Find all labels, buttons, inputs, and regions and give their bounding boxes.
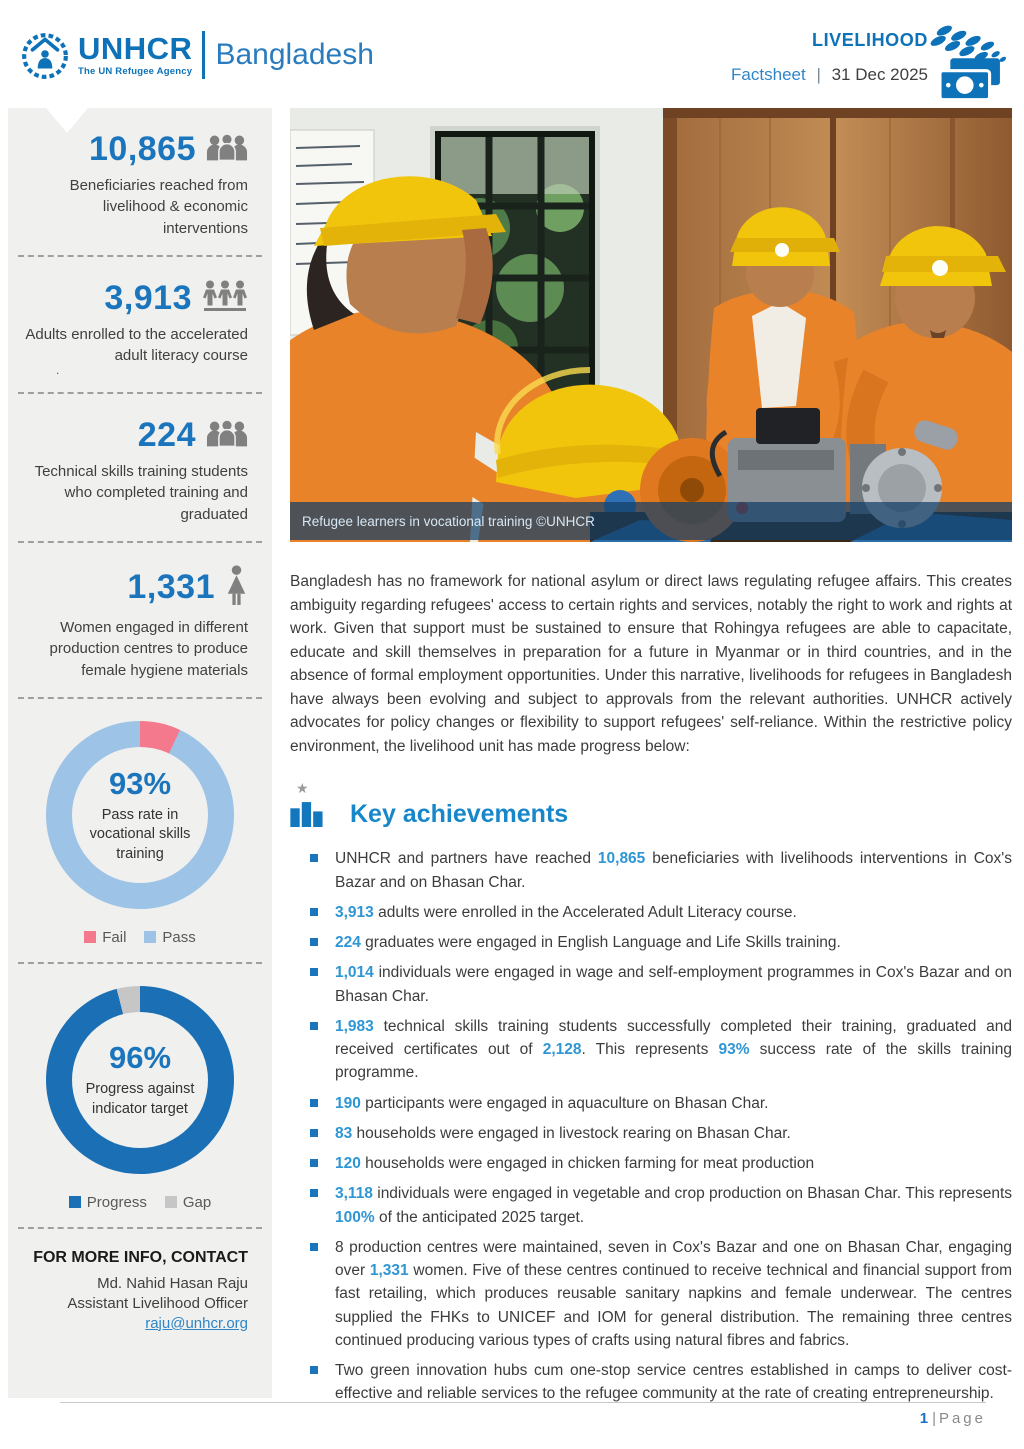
- bullet-square-icon: [310, 968, 318, 976]
- key-achievements-heading: [290, 780, 1012, 829]
- donut-label: Pass rate in vocational skills training: [89, 806, 191, 862]
- dashed-divider: [18, 697, 262, 699]
- sidebar-notch: [46, 108, 88, 133]
- stat-block: [8, 565, 272, 699]
- header-right: [731, 30, 928, 85]
- legend-item: Pass: [144, 929, 195, 946]
- people-group-icon: [206, 132, 248, 167]
- stat-label: Adults enrolled to the accelerated adult literacy course: [25, 325, 248, 365]
- achievements-list: [290, 847, 1012, 1405]
- sidebar: [8, 108, 272, 1398]
- achievement-item: 8 production centres were maintained, seven in Cox's Bazar and one on Bhasan Char, engaging over 1,331 women. Five of these centres continued to receive technical and financial support from fast retailing, which produces reusable sanitary napkins and female underwear. The centres supplied the FHKs to UNICEF and IOM for general distribution. The remaining three centres continued producing various types of crafts using natural fibres and fabrics.: [310, 1236, 1012, 1352]
- logo-country: Bangladesh: [215, 38, 374, 71]
- sidebar-charts: [8, 721, 272, 1229]
- bullet-square-icon: [310, 854, 318, 862]
- dashed-divider: [18, 255, 262, 257]
- donut-value: 93%: [108, 765, 172, 801]
- achievement-item: 3,118 individuals were engaged in vegetable and crop production on Bhasan Char. This represents 100% of the anticipated 2025 target.: [310, 1182, 1012, 1229]
- stat-label: Technical skills training students who completed training and graduated: [34, 463, 248, 523]
- contact-title: Assistant Livelihood Officer: [67, 1294, 248, 1312]
- intro-paragraph: Bangladesh has no framework for national asylum or direct laws regulating refugee affairs. This creates ambiguity regarding refugees' access to certain rights and services, notably the right to work and rights at work. Given that support must be sustained to ensure that Rohingya refugees are able to capacitate, educate and skill themselves in preparation for a future in Myanmar or in third countries, and in the absence of formal employment opportunities. Under this narrative, livelihoods for refugees in Bangladesh have always been evolving and subject to approvals from the relevant authorities. UNHCR actively advocates for policy changes or flexibility to support refugees' self-reliance. Within the restrictive policy environment, the livelihood unit has made progress below:: [290, 573, 1012, 755]
- bullet-square-icon: [310, 1159, 318, 1167]
- donut-label: Progress against indicator target: [85, 1081, 195, 1117]
- bar-chart-icon: [290, 780, 326, 827]
- contact-heading: FOR MORE INFO, CONTACT: [33, 1248, 248, 1266]
- achievement-item: 1,983 technical skills training students successfully completed their training, graduated and received certificates out of 2,128. This represents 93% success rate of the skills training programme.: [310, 1015, 1012, 1085]
- separator: |: [816, 65, 821, 84]
- achievement-item: 224 graduates were engaged in English Language and Life Skills training.: [310, 931, 1012, 954]
- sidebar-stats: [8, 130, 272, 699]
- woman-icon: [225, 565, 248, 611]
- achievement-item: 1,014 individuals were engaged in wage and self-employment programmes in Cox's Bazar and on Bhasan Char.: [310, 961, 1012, 1008]
- donut-ring: [46, 721, 234, 909]
- legend-item: Fail: [84, 929, 126, 946]
- donut-value: 96%: [108, 1040, 172, 1076]
- stat-label: Women engaged in different production centres to produce female hygiene materials: [49, 618, 248, 679]
- unhcr-logo: [20, 30, 374, 80]
- legend-swatch: [165, 1196, 177, 1208]
- achievement-item: Two green innovation hubs cum one-stop service centres established in camps to deliver cost-effective and reliable services to the refugee community at the rate of creating entrepreneurship.: [310, 1359, 1012, 1406]
- unhcr-emblem-icon: [20, 30, 70, 80]
- factsheet-date-line: [731, 65, 928, 85]
- logo-tagline: The UN Refugee Agency: [78, 66, 193, 78]
- donut-chart: [8, 721, 272, 964]
- dashed-divider: [18, 962, 262, 964]
- legend-swatch: [69, 1196, 81, 1208]
- achievement-item: 190 participants were engaged in aquaculture on Bhasan Char.: [310, 1092, 1012, 1115]
- chart-legend: [8, 929, 272, 946]
- dashed-divider: [18, 541, 262, 543]
- program-title: LIVELIHOOD: [811, 30, 928, 50]
- stat-note: .: [56, 363, 60, 378]
- bullet-square-icon: [310, 1189, 318, 1197]
- stat-block: [8, 279, 272, 394]
- dashed-divider: [18, 1227, 262, 1229]
- footer-page: [920, 1410, 986, 1427]
- achievement-item: 83 households were engaged in livestock rearing on Bhasan Char.: [310, 1122, 1012, 1145]
- stat-value: 224: [137, 416, 196, 455]
- achievement-item: 120 households were engaged in chicken farming for meat production: [310, 1152, 1012, 1175]
- bullet-square-icon: [310, 908, 318, 916]
- main-content: [290, 108, 1012, 1413]
- stat-block: [8, 130, 272, 257]
- dashed-divider: [18, 392, 262, 394]
- achievement-item: 3,913 adults were enrolled in the Accelerated Adult Literacy course.: [310, 901, 1012, 924]
- people-row-icon: [202, 279, 248, 317]
- stat-value: 1,331: [127, 568, 215, 607]
- stat-block: [8, 416, 272, 543]
- doc-type: Factsheet: [731, 65, 806, 84]
- bullet-square-icon: [310, 938, 318, 946]
- people-group-icon: [206, 418, 248, 453]
- legend-item: Gap: [165, 1194, 211, 1211]
- achievement-item: UNHCR and partners have reached 10,865 beneficiaries with livelihoods interventions in Cox's Bazar and on Bhasan Char.: [310, 847, 1012, 894]
- bullet-square-icon: [310, 1243, 318, 1251]
- section-title: Key achievements: [350, 800, 569, 829]
- banknotes-icon: [940, 58, 1002, 107]
- date: 31 Dec 2025: [831, 65, 928, 84]
- bullet-square-icon: [310, 1366, 318, 1374]
- contact-email: [22, 1315, 248, 1332]
- stat-value: 10,865: [89, 130, 196, 168]
- photo-caption: Refugee learners in vocational training ©UNHCR: [290, 502, 1012, 540]
- legend-swatch: [84, 931, 96, 943]
- bullet-square-icon: [310, 1129, 318, 1137]
- header: [0, 0, 1024, 108]
- legend-item: Progress: [69, 1194, 147, 1211]
- bullet-square-icon: [310, 1099, 318, 1107]
- donut-chart: [8, 986, 272, 1229]
- star-icon: ★: [296, 780, 309, 797]
- email-link[interactable]: raju@unhcr.org: [145, 1314, 248, 1332]
- logo-org-text: UNHCR: [78, 31, 193, 67]
- donut-ring: [46, 986, 234, 1174]
- page-label: |Page: [932, 1410, 986, 1427]
- contact-block: [8, 1249, 272, 1332]
- legend-swatch: [144, 931, 156, 943]
- training-photo: [290, 108, 1012, 542]
- page-number: 1: [919, 1410, 929, 1427]
- chart-legend: [8, 1194, 272, 1211]
- bullet-square-icon: [310, 1022, 318, 1030]
- footer-divider: [60, 1402, 986, 1403]
- logo-divider: [202, 31, 205, 79]
- stat-value: 3,913: [104, 278, 192, 317]
- contact-name: Md. Nahid Hasan Raju: [97, 1274, 248, 1292]
- stat-label: Beneficiaries reached from livelihood & economic interventions: [69, 177, 248, 237]
